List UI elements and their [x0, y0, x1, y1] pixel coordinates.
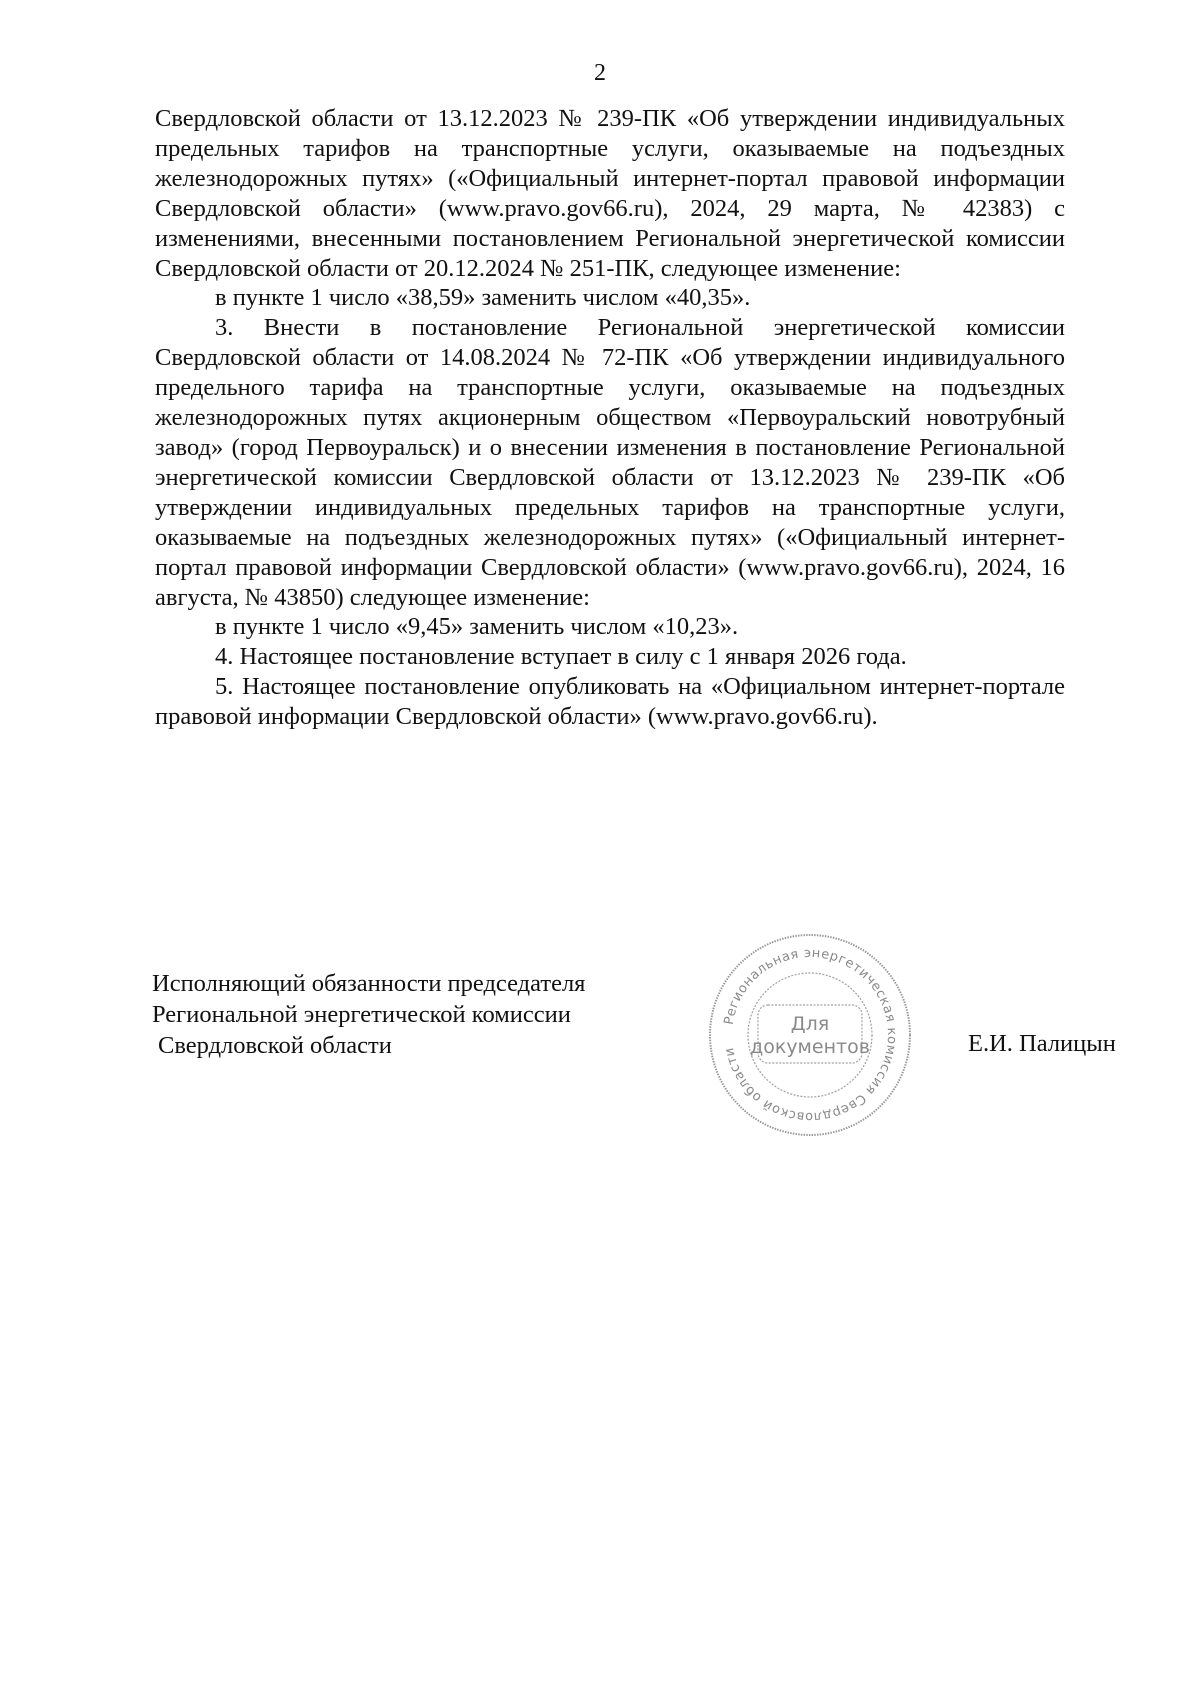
page-number: 2 — [594, 60, 606, 86]
stamp-ring-text: Региональная энергетическая комиссия Свердловской области — [721, 945, 900, 1125]
signatory-title — [152, 968, 585, 1061]
paragraph-continuation: Свердловской области от 13.12.2023 № 239-ПК «Об утверждении индивидуальных предельных тарифов на транспортные услуги, оказываемые на подъездных железнодорожных путях» («Официальный интернет-портал правовой информации Свердловской области» (www.pravo.gov66.ru), 2024, 29 марта, № 42383) с изменениями, внесенными постановлением Региональной энергетической комиссии Свердловской области от 20.12.2024 № 251-ПК, следующее изменение: — [155, 105, 1065, 282]
signatory-title-line: Исполняющий обязанности председателя — [152, 970, 586, 997]
paragraph-item-4: 4. Настоящее постановление вступает в силу с 1 января 2026 года. — [215, 643, 907, 671]
signatory-title-line: Региональной энергетической комиссии — [152, 1001, 571, 1028]
stamp-center-line: Для — [790, 1013, 830, 1035]
official-stamp — [700, 925, 920, 1145]
signatory-title-line: Свердловской области — [158, 1032, 392, 1059]
stamp-inner-ring — [748, 973, 872, 1097]
stamp-center-line: документов — [750, 1036, 870, 1058]
paragraph-item-3: 3. Внести в постановление Региональной энергетической комиссии Свердловской области от 14.08.2024 № 72-ПК «Об утверждении индивидуального предельного тарифа на транспортные услуги, оказываемые на подъездных железнодорожных путях акционерным обществом «Первоуральский новотрубный завод» (город Первоуральск) и о внесении изменения в постановление Региональной энергетической комиссии Свердловской области от 13.12.2023 № 239-ПК «Об утверждении индивидуальных предельных тарифов на транспортные услуги, оказываемые на подъездных железнодорожных путях» («Официальный интернет-портал правовой информации Свердловской области» (www.pravo.gov66.ru), 2024, 16 августа, № 43850) следующее изменение: — [155, 314, 1065, 611]
paragraph-item-5: 5. Настоящее постановление опубликовать на «Официальном интернет-портале правовой информации Свердловской области» (www.pravo.gov66.ru). — [155, 673, 1065, 731]
paragraph-change-1: в пункте 1 число «38,59» заменить числом «40,35». — [215, 284, 751, 312]
paragraph-change-2: в пункте 1 число «9,45» заменить числом «10,23». — [215, 613, 739, 641]
signatory-name: Е.И. Палицын — [968, 1030, 1116, 1057]
stamp-outer-ring — [710, 935, 910, 1135]
